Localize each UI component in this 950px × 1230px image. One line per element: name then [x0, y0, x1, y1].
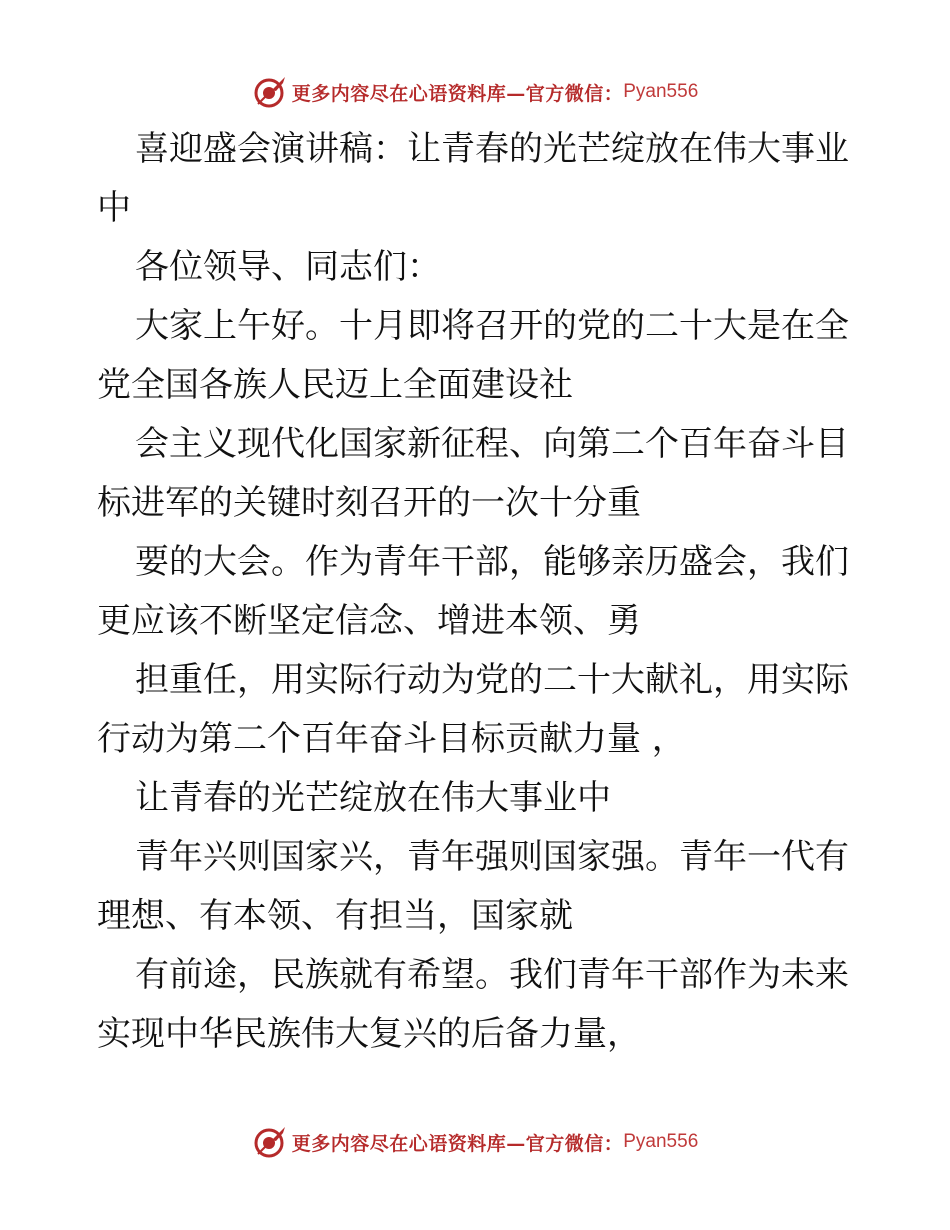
salutation: 各位领导、同志们：: [135, 247, 441, 287]
quill-seal-logo-icon: [252, 74, 288, 110]
paragraph: 青年兴则国家兴，青年强则国家强。青年一代有理想、有本领、有担当，国家就: [97, 837, 849, 936]
paragraph: 会主义现代化国家新征程、向第二个百年奋斗目标进军的关键时刻召开的一次十分重: [97, 424, 849, 523]
paragraph: 要的大会。作为青年干部，能够亲历盛会，我们更应该不断坚定信念、增进本领、勇: [97, 542, 849, 641]
document-body: [97, 120, 857, 1064]
footer-wechat-id: Pyan556: [623, 1131, 699, 1152]
quill-seal-logo-icon: [252, 1124, 288, 1160]
paragraph: 有前途，民族就有希望。我们青年干部作为未来实现中华民族伟大复兴的后备力量，: [97, 955, 849, 1054]
paragraph: 让青春的光芒绽放在伟大事业中: [135, 778, 611, 818]
footer-banner-text: 更多内容尽在心语资料库—官方微信：: [291, 1132, 624, 1155]
header-wechat-id: Pyan556: [623, 81, 699, 102]
paragraph: 担重任，用实际行动为党的二十大献礼，用实际行动为第二个百年奋斗目标贡献力量 ，: [97, 660, 849, 759]
document-title: 喜迎盛会演讲稿：让青春的光芒绽放在伟大事业中: [97, 129, 849, 228]
header-banner-text: 更多内容尽在心语资料库—官方微信：: [291, 82, 624, 105]
paragraph: 大家上午好。十月即将召开的党的二十大是在全党全国各族人民迈上全面建设社: [97, 306, 849, 405]
header-banner: [0, 72, 950, 112]
footer-banner: [0, 1122, 950, 1162]
